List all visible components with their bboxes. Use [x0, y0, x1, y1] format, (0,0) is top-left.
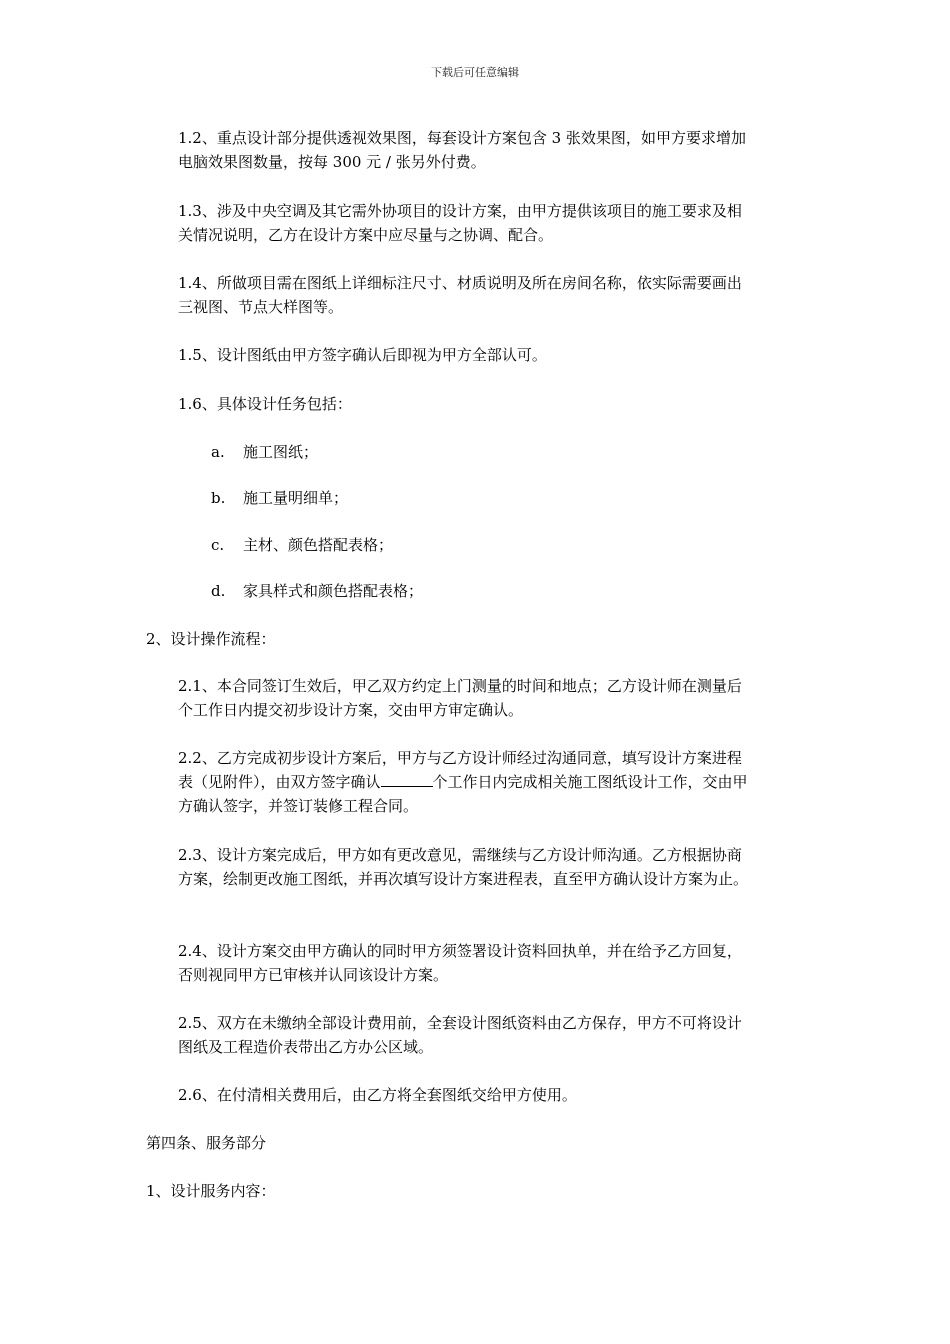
article-4-heading: 第四条、服务部分: [146, 1134, 267, 1152]
clause-2-2-text-before-blank: 表（见附件），由双方签字确认: [178, 773, 381, 791]
clause-2-6: 2.6、在付清相关费用后，由乙方将全套图纸交给甲方使用。: [178, 1086, 577, 1104]
clause-2-1-line-1: 2.1、本合同签订生效后，甲乙双方约定上门测量的时间和地点；乙方设计师在测量后: [178, 677, 742, 695]
clause-2-2-line-1: 2.2、乙方完成初步设计方案后，甲方与乙方设计师经过沟通同意，填写设计方案进程: [178, 749, 742, 767]
fill-in-blank: [381, 772, 433, 787]
clause-2-2-line-2: [178, 770, 748, 794]
list-marker: d.: [211, 582, 226, 600]
list-marker: b.: [211, 489, 226, 507]
list-text: 家具样式和颜色搭配表格；: [243, 582, 424, 600]
page-header: 下载后可任意编辑: [431, 66, 519, 79]
section-2-heading: 2、设计操作流程：: [146, 630, 276, 648]
list-item: [211, 486, 348, 510]
clause-1-3-line-2: 关情况说明，乙方在设计方案中应尽量与之协调、配合。: [178, 226, 554, 244]
clause-1-2-line-1: 1.2、重点设计部分提供透视效果图，每套设计方案包含 3 张效果图，如甲方要求增加: [178, 129, 746, 147]
list-text: 主材、颜色搭配表格；: [243, 536, 394, 554]
clause-1-5: 1.5、设计图纸由甲方签字确认后即视为甲方全部认可。: [178, 346, 547, 364]
clause-1-3-line-1: 1.3、涉及中央空调及其它需外协项目的设计方案，由甲方提供该项目的施工要求及相: [178, 202, 742, 220]
clause-1-4-line-1: 1.4、所做项目需在图纸上详细标注尺寸、材质说明及所在房间名称，依实际需要画出: [178, 274, 742, 292]
clause-1-4-line-2: 三视图、节点大样图等。: [178, 298, 344, 316]
clause-2-2-text-after-blank: 个工作日内完成相关施工图纸设计工作，交由甲: [432, 773, 748, 791]
clause-2-1-line-2: 个工作日内提交初步设计方案，交由甲方审定确认。: [178, 701, 524, 719]
clause-2-3-line-1: 2.3、设计方案完成后，甲方如有更改意见，需继续与乙方设计师沟通。乙方根据协商: [178, 846, 742, 864]
list-item: [211, 533, 393, 557]
clause-2-5-line-2: 图纸及工程造价表带出乙方办公区域。: [178, 1038, 434, 1056]
clause-2-4-line-1: 2.4、设计方案交由甲方确认的同时甲方须签署设计资料回执单，并在给予乙方回复，: [178, 942, 742, 960]
clause-1-6: 1.6、具体设计任务包括：: [178, 395, 352, 413]
clause-1-2-line-2: 电脑效果图数量，按每 300 元 / 张另外付费。: [178, 153, 486, 171]
list-marker: c.: [211, 536, 225, 554]
list-text: 施工量明细单；: [243, 489, 349, 507]
clause-2-4-line-2: 否则视同甲方已审核并认同该设计方案。: [178, 966, 449, 984]
section-1-heading: 1、设计服务内容：: [146, 1182, 276, 1200]
clause-2-2-line-3: 方确认签字，并签订装修工程合同。: [178, 797, 419, 815]
list-text: 施工图纸；: [243, 443, 319, 461]
list-item: [211, 440, 318, 464]
clause-2-3-line-2: 方案，绘制更改施工图纸，并再次填写设计方案进程表，直至甲方确认设计方案为止。: [178, 870, 749, 888]
list-marker: a.: [211, 443, 225, 461]
list-item: [211, 579, 423, 603]
clause-2-5-line-1: 2.5、双方在未缴纳全部设计费用前，全套设计图纸资料由乙方保存，甲方不可将设计: [178, 1014, 742, 1032]
